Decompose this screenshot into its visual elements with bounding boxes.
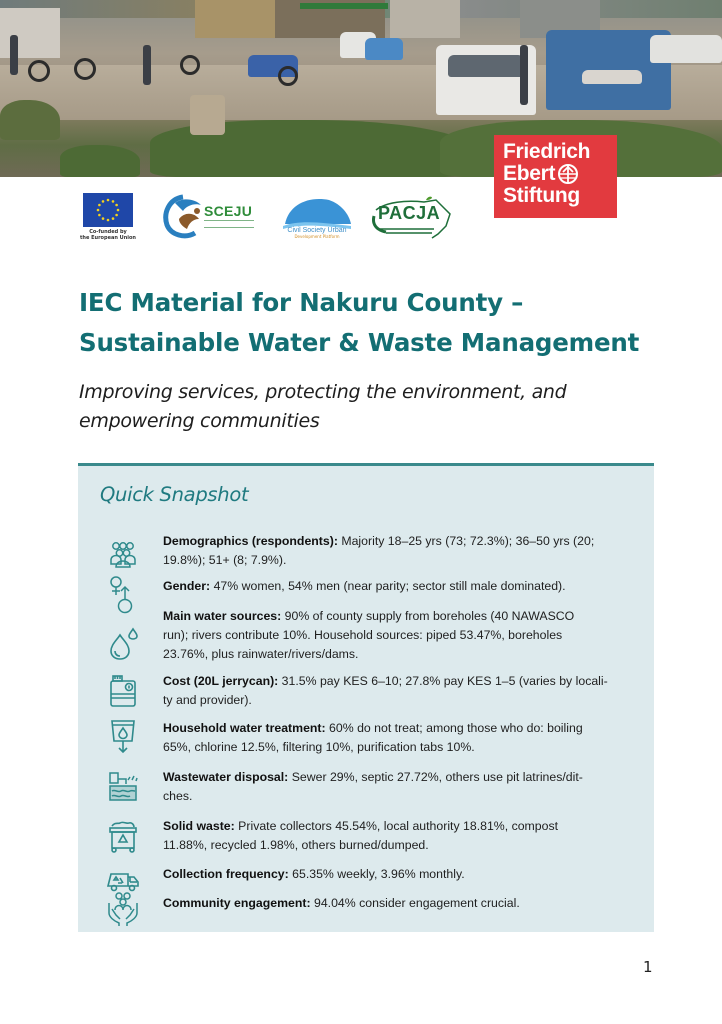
- item-label: Cost (20L jerrycan):: [163, 674, 279, 688]
- shop-sign: [300, 3, 388, 9]
- subtitle-line-1: Improving services, protecting the environment, and: [79, 381, 567, 403]
- sack: [190, 95, 225, 135]
- grass: [0, 100, 60, 140]
- water-filter-icon: [106, 719, 140, 757]
- item-text-line-2: 19.8%); 51+ (8; 7.9%).: [163, 553, 287, 567]
- snapshot-item-text: [163, 672, 633, 710]
- water-drops-icon: [106, 627, 140, 661]
- snapshot-item-text: [163, 768, 633, 806]
- subtitle-line-2: empowering communities: [79, 410, 320, 432]
- item-text-line-1: 65.35% weekly, 3.96% monthly.: [288, 867, 465, 881]
- snapshot-heading: Quick Snapshot: [100, 483, 249, 506]
- quick-snapshot-panel: [78, 463, 654, 932]
- snapshot-item-text: [163, 607, 633, 664]
- item-label: Household water treatment:: [163, 721, 326, 735]
- shop: [390, 0, 460, 38]
- csup-sub: Development Platform: [294, 234, 340, 239]
- grass: [60, 145, 140, 177]
- page-title: [79, 283, 679, 363]
- fes-line-3: Stiftung: [503, 184, 580, 207]
- snapshot-item-text: [163, 719, 633, 757]
- gender-icon: [106, 575, 140, 615]
- item-text-line-1: Sewer 29%, septic 27.72%, others use pit latrines/dit-: [288, 770, 583, 784]
- fes-line-1: Friedrich: [503, 140, 591, 163]
- eu-caption-line-2: the European Union: [80, 235, 136, 241]
- title-line-1: IEC Material for Nakuru County –: [79, 288, 524, 317]
- item-label: Demographics (respondents):: [163, 534, 338, 548]
- eu-flag-logo: [83, 193, 133, 227]
- motorbike-wheel: [180, 55, 200, 75]
- item-label: Wastewater disposal:: [163, 770, 289, 784]
- person: [143, 45, 151, 85]
- waste-bin-icon: [106, 820, 140, 854]
- people-group-icon: [106, 538, 140, 572]
- sceju-tagline: [204, 220, 254, 228]
- snapshot-item-text: [163, 865, 633, 884]
- item-label: Community engagement:: [163, 896, 311, 910]
- water-tank-cart: [365, 38, 403, 60]
- fes-line-2: Ebert: [503, 162, 556, 185]
- community-hands-icon: [106, 891, 140, 927]
- item-label: Collection frequency:: [163, 867, 289, 881]
- item-label: Gender:: [163, 579, 211, 593]
- eu-caption: [74, 229, 142, 241]
- item-label: Main water sources:: [163, 609, 282, 623]
- page-subtitle: [79, 378, 639, 436]
- item-label: Solid waste:: [163, 819, 235, 833]
- item-text-line-3: 23.76%, plus rainwater/rivers/dams.: [163, 647, 359, 661]
- eu-stars-icon: [83, 193, 133, 227]
- pickup-plate: [582, 70, 642, 84]
- motorbike-wheel: [74, 58, 96, 80]
- motorbike-wheel: [28, 60, 50, 82]
- wastewater-icon: [106, 770, 140, 804]
- pacja-name: PACJA: [378, 203, 441, 223]
- shop: [195, 0, 275, 38]
- sceju-name: SCEJU: [204, 203, 253, 219]
- item-text-line-1: Majority 18–25 yrs (73; 72.3%); 36–50 yrs (20;: [337, 534, 595, 548]
- snapshot-item-text: [163, 532, 633, 570]
- item-text-line-1: 94.04% consider engagement crucial.: [310, 896, 520, 910]
- snapshot-item-text: [163, 817, 633, 855]
- snapshot-item-text: [163, 577, 633, 596]
- csup-name: Civil Society Urban: [287, 227, 347, 234]
- jerrycan-icon: [106, 674, 140, 708]
- item-text-line-2: run); rivers contribute 10%. Household sources: piped 53.47%, boreholes: [163, 628, 563, 642]
- item-text-line-2: 65%, chlorine 12.5%, filtering 10%, purification tabs 10%.: [163, 740, 475, 754]
- page-number: 1: [643, 958, 653, 976]
- car-window: [448, 55, 524, 77]
- person: [520, 45, 528, 105]
- item-text-line-2: ty and provider).: [163, 693, 252, 707]
- fes-logo: [494, 135, 617, 218]
- item-text-line-2: ches.: [163, 789, 193, 803]
- globe-arrow-icon: [557, 163, 579, 185]
- motorbike-wheel: [278, 66, 298, 86]
- item-text-line-1: 31.5% pay KES 6–10; 27.8% pay KES 1–5 (varies by locali-: [278, 674, 608, 688]
- car: [650, 35, 722, 63]
- eu-caption-line-1: Co-funded by: [89, 229, 127, 235]
- item-text-line-1: 90% of county supply from boreholes (40 NAWASCO: [281, 609, 575, 623]
- snapshot-item-text: [163, 894, 633, 913]
- item-text-line-1: Private collectors 45.54%, local authority 18.81%, compost: [234, 819, 559, 833]
- title-line-2: Sustainable Water & Waste Management: [79, 328, 640, 357]
- item-text-line-1: 47% women, 54% men (near parity; sector still male dominated).: [210, 579, 566, 593]
- kiosk: [0, 8, 60, 58]
- person: [10, 35, 18, 75]
- item-text-line-2: 11.88%, recycled 1.98%, others burned/dumped.: [163, 838, 429, 852]
- item-text-line-1: 60% do not treat; among those who do: boiling: [325, 721, 583, 735]
